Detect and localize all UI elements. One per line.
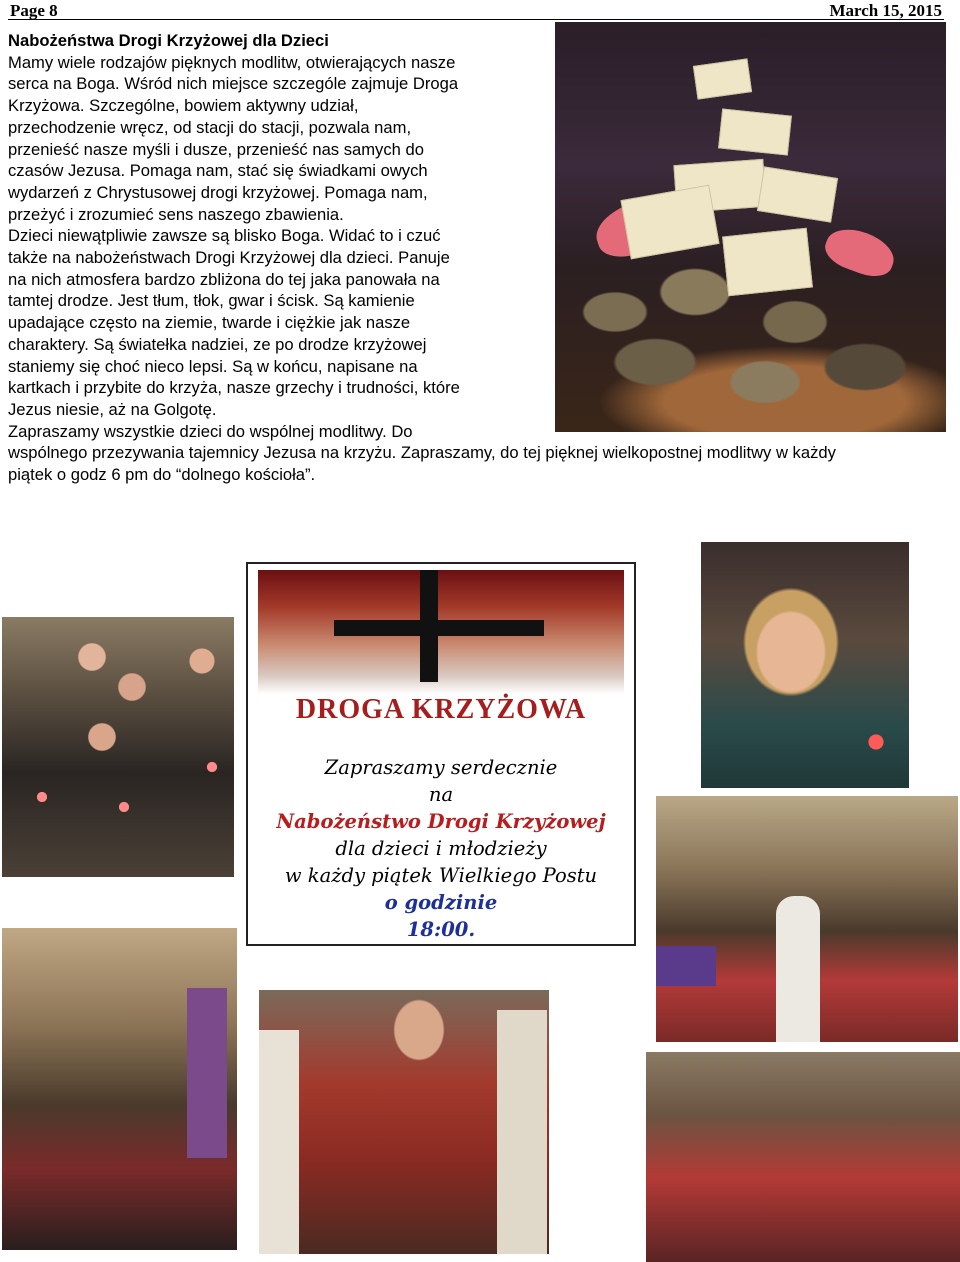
- page-header: [8, 0, 944, 20]
- photo-kids-with-candles: [2, 617, 234, 877]
- article-paragraph-3: Zapraszamy wszystkie dzieci do wspólnej modlitwy. Do wspólnego przezywania tajemnicy Jezusa na krzyżu. Zapraszamy, do tej pięknej wielkopostnej modlitwy w każdy piątek o godz 6 pm do “dolnego kościoła”.: [8, 421, 836, 485]
- photo-smiling-girl: [701, 542, 909, 788]
- article-paragraph-1: Mamy wiele rodzajów pięknych modlitw, otwierających nasze serca na Boga. Wśród nich miejsce szczególe zajmuje Droga Krzyżowa. Szczególne, bowiem aktywny udział, przechodzenie wręcz, od stacji do stacji, pozwala nam, przenieść nasze myśli i dusze, przenieść nas samych do czasów Jezusa. Pomaga nam, stać się świadkami owych wydarzeń z Chrystusowej drogi krzyżowej. Pomaga nam, przeżyć i zrozumieć sens naszego zbawienia.: [8, 52, 459, 224]
- poster-line-1: Zapraszamy serdecznie: [324, 756, 558, 779]
- article-paragraph-2: Dzieci niewątpliwie zawsze są blisko Boga. Widać to i czuć także na nabożeństwach Drogi Krzyżowej dla dzieci. Panuje na nich atmosfera bardzo zbliżona do tej jaka panowała na tamtej drodze. Jest tłum, tłok, gwar i ścisk. Są kamienie upadające często na ziemie, twarde i ciężkie jak nasze charaktery. Są światełka nadziei, ze po drodze krzyżowej staniemy się choć nieco lepsi. Są w końcu, napisane na kartkach i przybite do krzyża, nasze grzechy i trudności, które Jezus niesie, aż na Golgotę.: [8, 226, 460, 419]
- poster-title: DROGA KRZYŻOWA: [295, 694, 587, 725]
- article-title: Nabożeństwa Drogi Krzyżowej dla Dzieci: [8, 31, 329, 50]
- photo-altar-servers: [259, 990, 549, 1254]
- cross-icon-bar: [334, 620, 544, 636]
- poster-line-3: Nabożeństwo Drogi Krzyżowej: [276, 810, 606, 833]
- page-number: Page 8: [10, 1, 58, 20]
- poster-line-7: 18:00.: [406, 918, 476, 941]
- photo-church-crowd-priest: [656, 796, 958, 1042]
- issue-date: March 15, 2015: [829, 1, 942, 20]
- photo-stones-and-notes: [555, 22, 946, 432]
- poster-line-5: w każdy piątek Wielkiego Postu: [284, 864, 598, 887]
- poster-line-4: dla dzieci i młodzieży: [335, 837, 547, 860]
- photo-church-children: [646, 1052, 960, 1262]
- poster-line-2: na: [428, 783, 454, 806]
- photo-church-procession: [2, 928, 237, 1250]
- poster-droga-krzyzowa: [246, 562, 636, 946]
- poster-body: [248, 754, 634, 943]
- poster-line-6: o godzinie: [384, 891, 498, 914]
